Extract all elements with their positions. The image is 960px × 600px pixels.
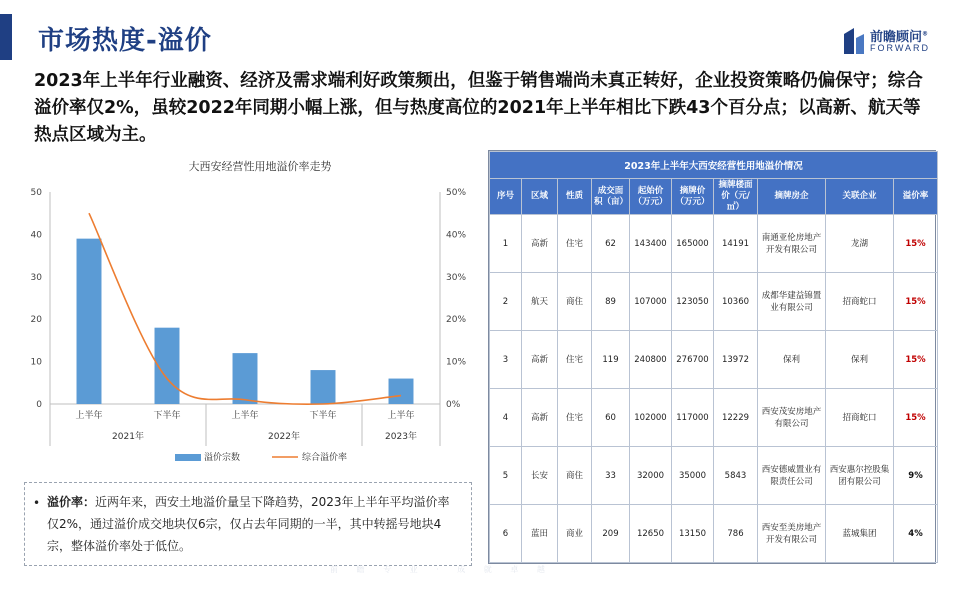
table-cell: 165000 [672,215,714,273]
table-cell: 102000 [630,389,672,447]
table-cell: 35000 [672,447,714,505]
table-header-cell: 序号 [490,179,522,215]
table-cell: 高新 [522,215,558,273]
premium-rate-cell: 15% [894,215,938,273]
table-cell: 高新 [522,331,558,389]
premium-rate-cell: 4% [894,505,938,563]
premium-rate-cell: 15% [894,273,938,331]
table-cell: 12650 [630,505,672,563]
table-cell: 89 [592,273,630,331]
x-group-label: 2022年 [268,432,300,442]
legend-bar-swatch [175,454,201,461]
y-tick-right: 50% [446,188,467,198]
table-cell: 西安惠尔控股集团有限公司 [826,447,894,505]
table-cell: 蓝田 [522,505,558,563]
table-cell: 西安至美房地产开发有限公司 [758,505,826,563]
table-cell: 招商蛇口 [826,273,894,331]
x-tick-label: 上半年 [387,411,415,421]
x-group-label: 2023年 [385,432,417,442]
table-cell: 高新 [522,389,558,447]
table-cell: 209 [592,505,630,563]
table-row [490,505,938,563]
premium-table [488,150,936,564]
table-header-cell: 摘牌房企 [758,179,826,215]
summary-text: 2023年上半年行业融资、经济及需求端利好政策频出，但鉴于销售端尚未真正转好，企业投资策略仍偏保守；综合溢价率仅2%，虽较2022年同期小幅上涨，但与热度高位的2021年上半年相比下跌43个百分点；以高新、航天等热点区域为主。 [34,71,923,145]
x-tick-label: 下半年 [153,411,181,421]
y-tick-left: 30 [30,272,42,283]
table-header-cell: 起始价（万元） [630,179,672,215]
table-cell: 12229 [714,389,758,447]
table-cell: 3 [490,331,522,389]
y-tick-left: 10 [30,357,42,368]
table-title: 2023年上半年大西安经营性用地溢价情况 [490,152,938,179]
y-tick-right: 30% [446,272,467,283]
x-tick-label: 上半年 [75,411,103,421]
table-cell: 14191 [714,215,758,273]
premium-rate-cell: 15% [894,331,938,389]
y-tick-left: 0 [36,400,42,410]
table-cell: 60 [592,389,630,447]
forward-logo-icon [842,26,866,56]
table-cell: 保利 [826,331,894,389]
table-row [490,389,938,447]
table-row [490,447,938,505]
table-cell: 33 [592,447,630,505]
table-cell: 蓝城集团 [826,505,894,563]
table-header-cell: 成交面积（亩） [592,179,630,215]
bar-0 [77,239,102,404]
y-tick-left: 40 [30,230,42,241]
premium-rate-chart [20,178,470,478]
y-tick-left: 20 [30,315,42,326]
forward-logo [842,26,942,58]
table-cell: 龙湖 [826,215,894,273]
table-cell: 786 [714,505,758,563]
table-cell: 西安德威置业有限责任公司 [758,447,826,505]
table-cell: 长安 [522,447,558,505]
bar-2 [233,353,258,404]
table-cell: 成都华建益锦置业有限公司 [758,273,826,331]
y-tick-left: 50 [30,188,42,198]
y-tick-right: 40% [446,230,467,241]
logo-cn-text: 前瞻顾问® [870,30,929,45]
table-cell: 航天 [522,273,558,331]
table-cell: 商业 [558,505,592,563]
premium-rate-cell: 15% [894,389,938,447]
premium-rate-cell: 9% [894,447,938,505]
table-cell: 123050 [672,273,714,331]
table-cell: 119 [592,331,630,389]
table-cell: 117000 [672,389,714,447]
table-header-cell: 区域 [522,179,558,215]
table-cell: 2 [490,273,522,331]
table-header-row [490,179,938,215]
x-tick-label: 下半年 [309,411,337,421]
table-cell: 招商蛇口 [826,389,894,447]
table-cell: 62 [592,215,630,273]
table-row [490,273,938,331]
note-label: 溢价率： [47,495,96,509]
table-cell: 住宅 [558,215,592,273]
table-cell: 住宅 [558,389,592,447]
y-tick-right: 10% [446,357,467,368]
table-cell: 南通亚伦房地产开发有限公司 [758,215,826,273]
table-cell: 商住 [558,273,592,331]
table-header-cell: 性质 [558,179,592,215]
page-title: 市场热度-溢价 [38,26,212,56]
y-tick-right: 0% [446,400,461,410]
table-row [490,331,938,389]
legend-bar-label: 溢价宗数 [204,453,241,463]
table-cell: 保利 [758,331,826,389]
table-cell: 住宅 [558,331,592,389]
table-cell: 5 [490,447,522,505]
table-cell: 240800 [630,331,672,389]
table-cell: 西安茂安房地产有限公司 [758,389,826,447]
table-cell: 商住 [558,447,592,505]
x-group-label: 2021年 [112,432,144,442]
table-cell: 276700 [672,331,714,389]
table-cell: 32000 [630,447,672,505]
table-header-cell: 关联企业 [826,179,894,215]
table-cell: 143400 [630,215,672,273]
title-accent-bar [0,14,12,60]
table-cell: 13972 [714,331,758,389]
legend-line-label: 综合溢价率 [302,453,348,463]
note-bullet-icon: • [33,496,41,510]
chart-title: 大西安经营性用地溢价率走势 [188,160,332,173]
watermark: 前 瞻 专 业 · 成 就 卓 越 [330,565,553,574]
table-header-cell: 摘牌价（万元） [672,179,714,215]
table-cell: 5843 [714,447,758,505]
table-cell: 107000 [630,273,672,331]
table-row [490,215,938,273]
table-header-cell: 溢价率 [894,179,938,215]
table-cell: 6 [490,505,522,563]
logo-en-text: FORWARD [870,43,930,53]
x-tick-label: 上半年 [231,411,259,421]
bar-4 [389,379,414,404]
note-text: 近两年来，西安土地溢价量呈下降趋势，2023年上半年平均溢价率仅2%，通过溢价成交地块仅6宗，仅占去年同期的一半，其中转摇号地块4宗，整体溢价率处于低位。 [47,495,450,553]
y-tick-right: 20% [446,315,467,326]
table-header-cell: 摘牌楼面价（元/㎡） [714,179,758,215]
table-cell: 10360 [714,273,758,331]
table-cell: 1 [490,215,522,273]
note-box [24,482,472,566]
table-cell: 13150 [672,505,714,563]
bar-3 [311,370,336,404]
table-cell: 4 [490,389,522,447]
